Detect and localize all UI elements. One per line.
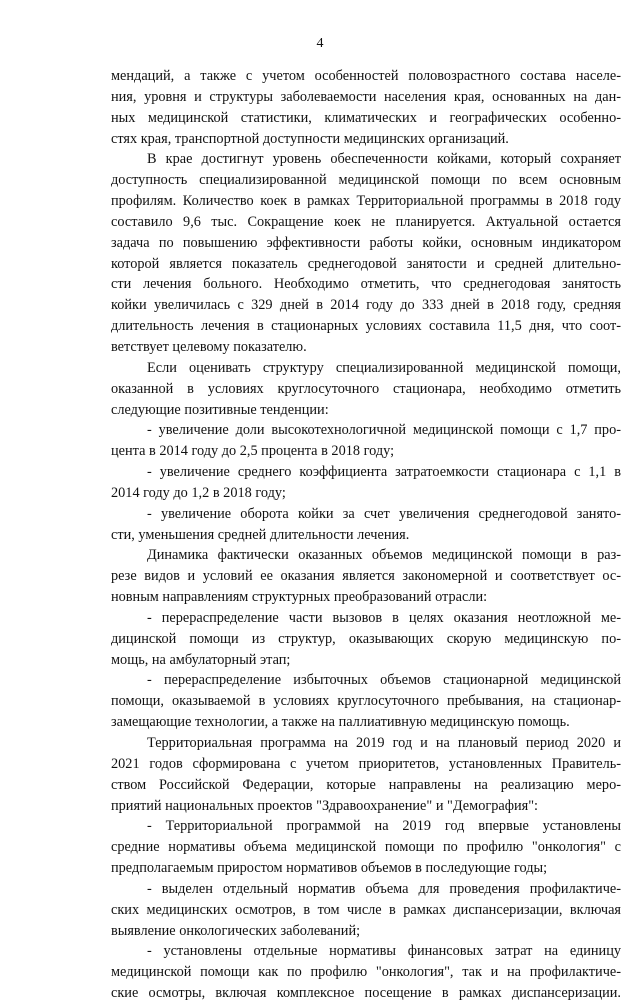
- text-line: Территориальная программа на 2019 год и на плановый период 2020 и: [147, 735, 621, 751]
- text-line: предполагаемым приростом нормативов объемов в последующие годы;: [111, 860, 548, 877]
- text-line: сти, уменьшения средней длительности лечения.: [111, 526, 410, 543]
- text-line: - увеличение доли высокотехнологичной медицинской помощи с 1,7 про-: [147, 422, 621, 439]
- text-line: задача по повышению эффективности работы койки, основным индикатором: [111, 234, 621, 251]
- text-line: профилям. Количество коек в рамках Территориальной программы в 2018 году: [111, 193, 621, 210]
- text-line: медицинской помощи как по профилю "онкология", так и на профилактиче-: [111, 964, 621, 981]
- text-line: - Территориальной программой на 2019 год впервые установлены: [147, 818, 621, 835]
- text-line: выявление онкологических заболеваний;: [111, 922, 361, 939]
- text-line: оказанной в условиях круглосуточного стационара, необходимо отметить: [111, 380, 621, 397]
- text-line: мендаций, а также с учетом особенностей половозрастного состава населе-: [111, 68, 621, 84]
- text-line: ветствует целевому показателю.: [111, 338, 307, 355]
- text-line: дицинской помощи из структур, оказывающих скорую медицинскую по-: [111, 630, 621, 647]
- text-line: ских медицинских осмотров, в том числе в рамках диспансеризации, включая: [111, 901, 621, 918]
- text-line: которой является показатель среднегодовой занятости и средней длительно-: [111, 255, 621, 272]
- text-line: резе видов и условий ее оказания является закономерной и соответствует ос-: [111, 568, 621, 585]
- text-line: - установлены отдельные нормативы финансовых затрат на единицу: [147, 943, 621, 960]
- text-line: ские осмотры, включая комплексное посещение в рамках диспансеризации.: [111, 985, 621, 1002]
- text-line: стях края, транспортной доступности медицинских организаций.: [111, 130, 509, 147]
- text-line: средние нормативы объема медицинской помощи по профилю "онкология" с: [111, 839, 621, 856]
- text-line: длительность лечения в стационарных условиях составила 11,5 дня, что соот-: [111, 318, 621, 335]
- text-line: приятий национальных проектов "Здравоохранение" и "Демография":: [111, 797, 539, 814]
- text-line: 2014 году до 1,2 в 2018 году;: [111, 484, 286, 501]
- text-line: - выделен отдельный норматив объема для проведения профилактиче-: [147, 880, 621, 897]
- text-line: замещающие технологии, а также на паллиативную медицинскую помощь.: [111, 714, 570, 731]
- text-line: В крае достигнут уровень обеспеченности койками, который сохраняет: [147, 151, 621, 168]
- text-line: Динамика фактически оказанных объемов медицинской помощи в раз-: [147, 547, 621, 564]
- text-line: ния, уровня и структуры заболеваемости населения края, основанных на дан-: [111, 88, 621, 105]
- text-line: - увеличение среднего коэффициента затратоемкости стационара с 1,1 в: [147, 464, 621, 481]
- text-line: - увеличение оборота койки за счет увеличения среднегодовой занято-: [147, 505, 621, 522]
- text-line: помощи, оказываемой в условиях круглосуточного пребывания, на стационар-: [111, 693, 621, 710]
- text-line: новным направлениям структурных преобразований отрасли:: [111, 589, 488, 606]
- text-line: мощь, на амбулаторный этап;: [111, 651, 291, 668]
- document-body: [111, 66, 621, 1004]
- text-line: доступность специализированной медицинской помощи по всем основным: [111, 172, 621, 189]
- text-line: следующие позитивные тенденции:: [111, 401, 329, 418]
- text-line: сти лечения больного. Необходимо отметить, что среднегодовая занятость: [111, 276, 621, 293]
- text-line: ством Российской Федерации, которые направлены на реализацию меро-: [111, 776, 621, 793]
- text-line: 2021 годов сформирована с учетом приоритетов, установленных Правитель-: [111, 755, 621, 772]
- text-line: - перераспределение части вызовов в целях оказания неотложной ме-: [147, 609, 621, 626]
- text-line: ных медицинской статистики, климатических и географических особенно-: [111, 109, 621, 126]
- text-line: цента в 2014 году до 2,5 процента в 2018 году;: [111, 443, 395, 460]
- text-line: - перераспределение избыточных объемов стационарной медицинской: [147, 672, 621, 689]
- text-line: составило 9,6 тыс. Сокращение коек не планируется. Актуальной остается: [111, 213, 621, 230]
- text-line: Если оценивать структуру специализированной медицинской помощи,: [147, 359, 621, 376]
- text-line: койки увеличилась с 329 дней в 2014 году до 333 дней в 2018 году, средняя: [111, 297, 621, 314]
- page-number: 4: [316, 36, 324, 51]
